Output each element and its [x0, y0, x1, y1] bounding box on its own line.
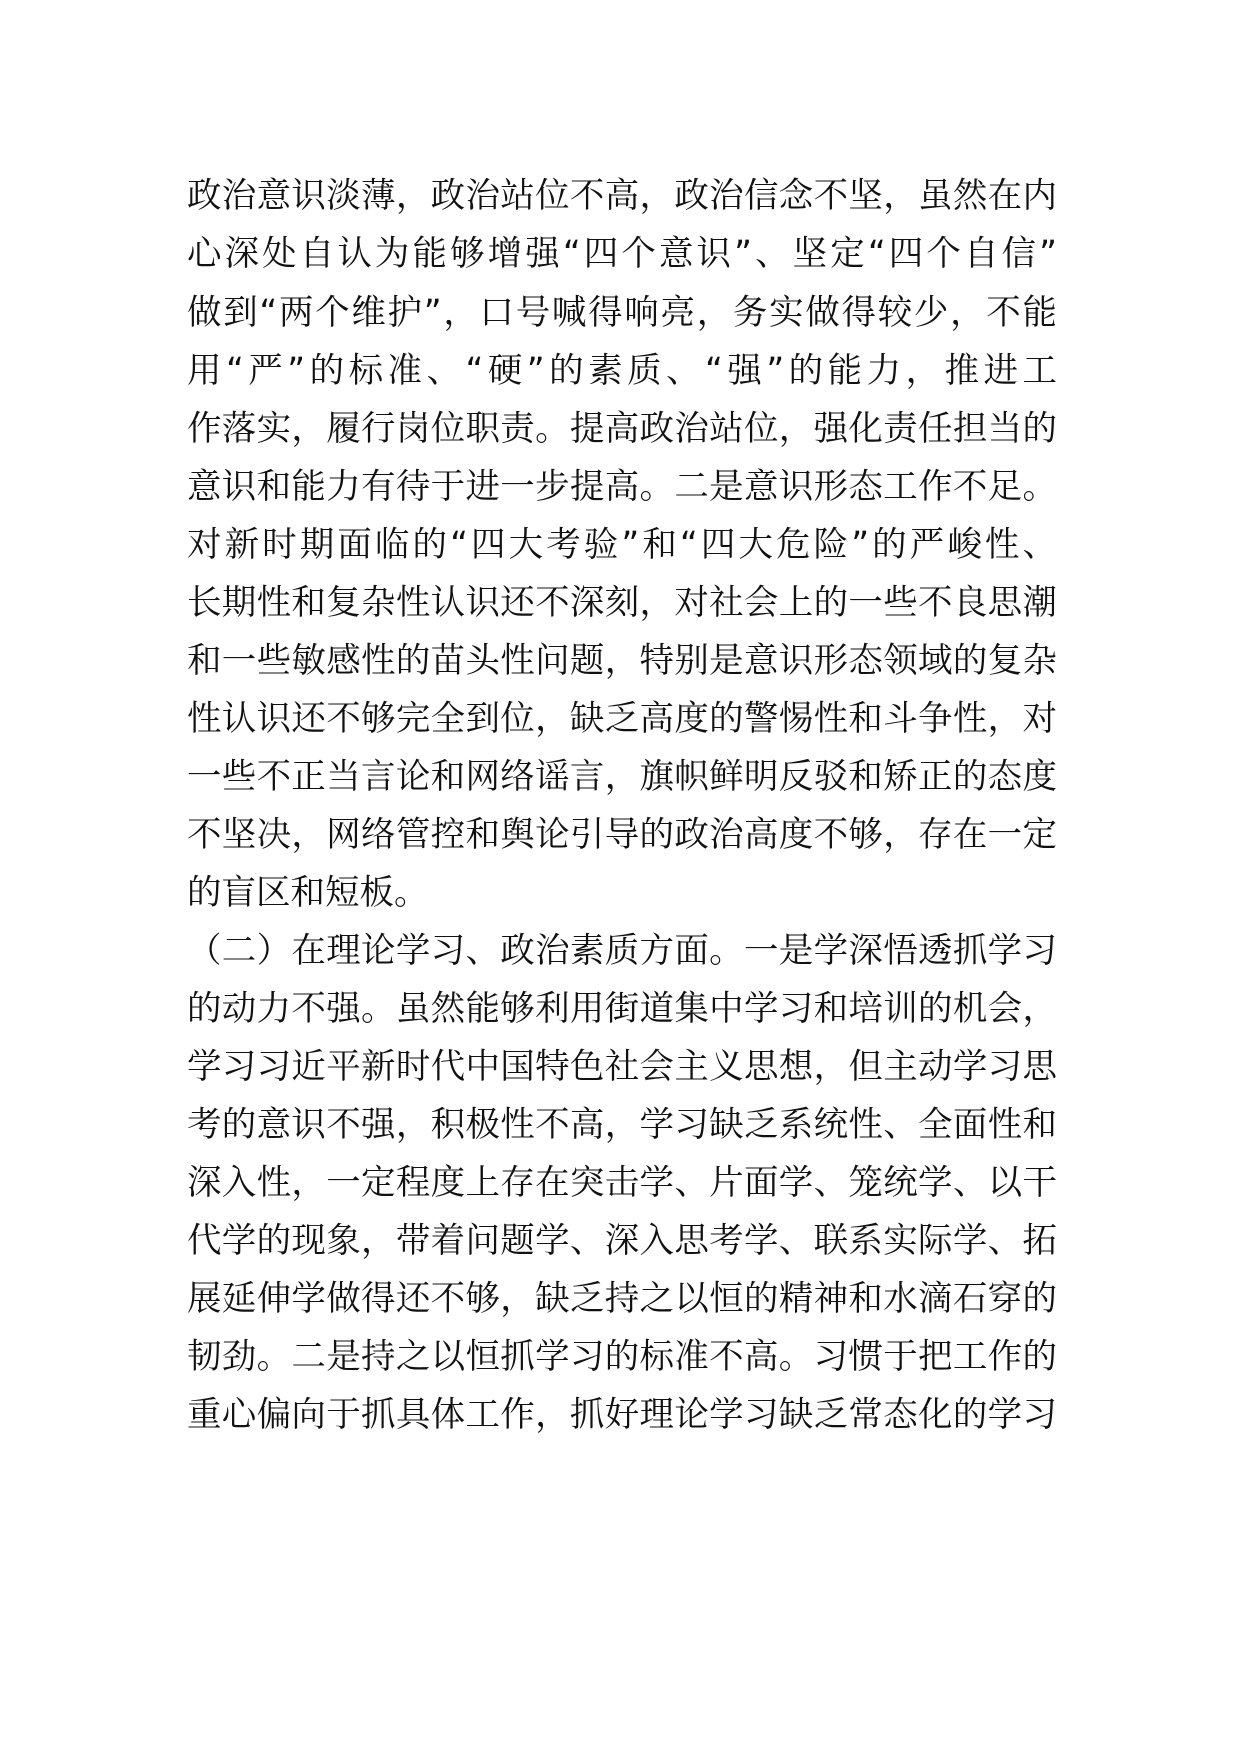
text-line: 心深处自认为能够增强“四个意识”、坚定“四个自信”: [187, 234, 1057, 274]
text-line: 代学的现象，带着问题学、深入思考学、联系实际学、拓: [187, 1221, 1057, 1261]
text-line: 和一些敏感性的苗头性问题，特别是意识形态领域的复杂: [187, 641, 1057, 681]
text-line: 重心偏向于抓具体工作，抓好理论学习缺乏常态化的学习: [187, 1395, 1057, 1435]
text-line: 用“严”的标准、“硬”的素质、“强”的能力，推进工: [187, 351, 1057, 391]
text-line: 意识和能力有待于进一步提高。二是意识形态工作不足。: [187, 467, 1057, 507]
text-line: 性认识还不够完全到位，缺乏高度的警惕性和斗争性，对: [187, 699, 1057, 739]
text-line: 作落实，履行岗位职责。提高政治站位，强化责任担当的: [187, 409, 1057, 449]
text-line: 深入性，一定程度上存在突击学、片面学、笼统学、以干: [187, 1163, 1057, 1203]
text-line: （二）在理论学习、政治素质方面。一是学深悟透抓学习: [187, 931, 1057, 971]
text-line: 的动力不强。虽然能够利用街道集中学习和培训的机会，: [187, 989, 1057, 1029]
text-line: 的盲区和短板。: [187, 873, 429, 913]
text-line: 展延伸学做得还不够，缺乏持之以恒的精神和水滴石穿的: [187, 1279, 1057, 1319]
text-line: 对新时期面临的“四大考验”和“四大危险”的严峻性、: [187, 525, 1057, 565]
text-line: 韧劲。二是持之以恒抓学习的标准不高。习惯于把工作的: [187, 1337, 1057, 1377]
text-line: 不坚决，网络管控和舆论引导的政治高度不够，存在一定: [187, 815, 1057, 855]
text-line: 长期性和复杂性认识还不深刻，对社会上的一些不良思潮: [187, 583, 1057, 623]
text-line: 考的意识不强，积极性不高，学习缺乏系统性、全面性和: [187, 1105, 1057, 1145]
text-line: 学习习近平新时代中国特色社会主义思想，但主动学习思: [187, 1047, 1057, 1087]
text-line: 一些不正当言论和网络谣言，旗帜鲜明反驳和矫正的态度: [187, 757, 1057, 797]
text-line: 做到“两个维护”，口号喊得响亮，务实做得较少，不能: [187, 293, 1057, 333]
text-line: 政治意识淡薄，政治站位不高，政治信念不坚，虽然在内: [187, 176, 1057, 216]
